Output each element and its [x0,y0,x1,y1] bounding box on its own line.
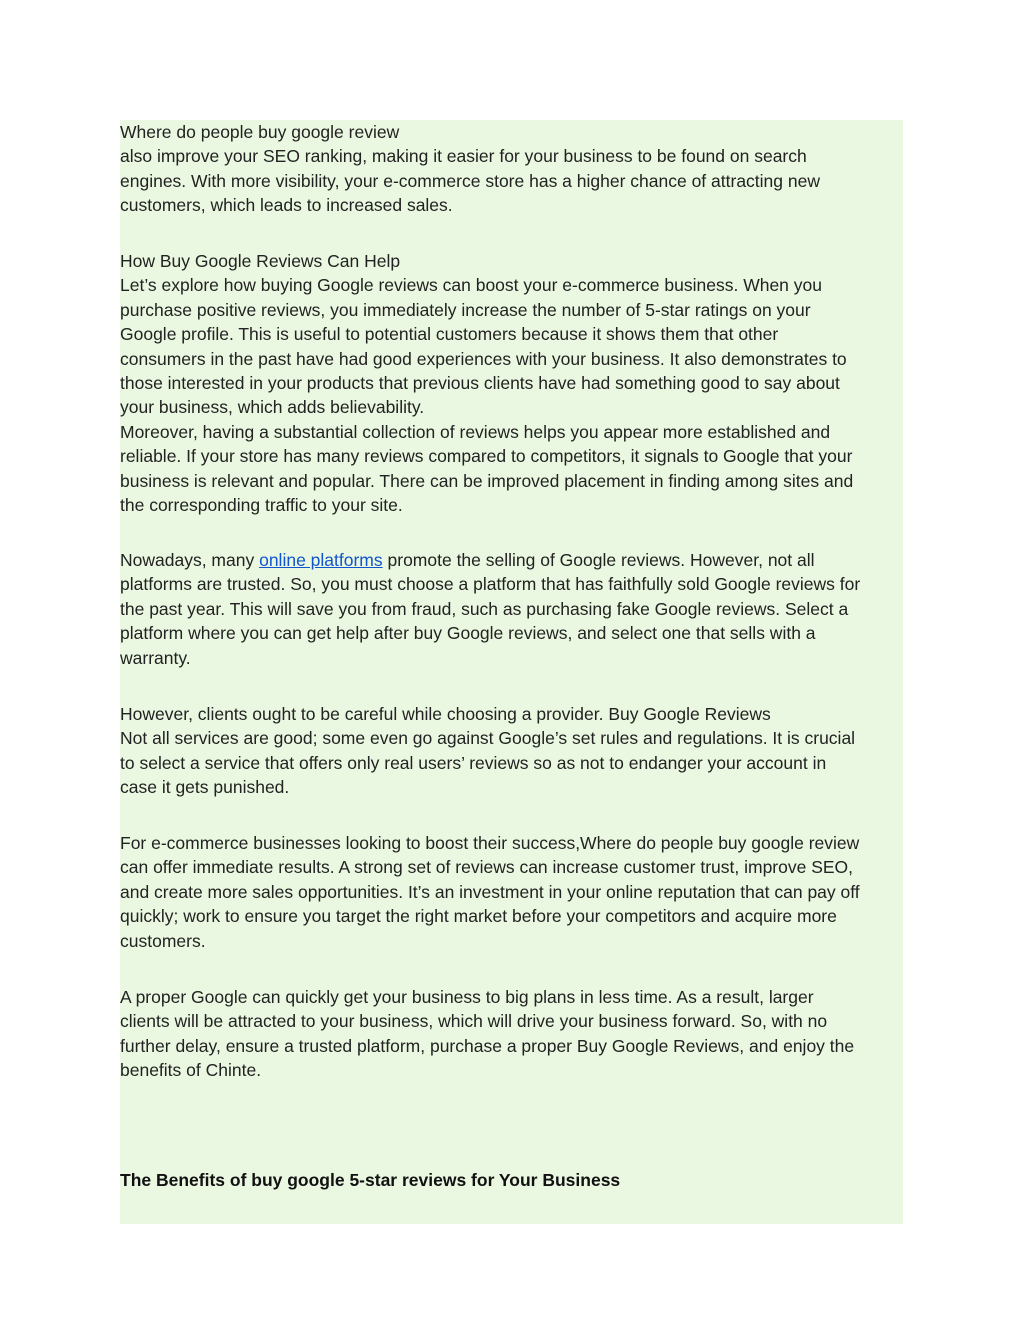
text-line: also improve your SEO ranking, making it easier for your business to be found on search [120,146,807,167]
text-line: the corresponding traffic to your site. [120,495,403,516]
text-line [120,548,903,572]
text-line: For e-commerce businesses looking to boost their success,Where do people buy google review [120,833,860,853]
highlighted-content-block [120,120,903,1224]
text-line: Where do people buy google review [120,122,400,142]
text-line: Google profile. This is useful to potential customers because it shows them that other [120,324,779,345]
paragraph-proper-google [120,985,903,1083]
text-line: and create more sales opportunities. It’s an investment in your online reputation that can pay off [120,881,860,902]
text-fragment: Nowadays, many [120,550,260,570]
text-line: Not all services are good; some even go against Google’s set rules and regulations. It is crucial [120,728,856,749]
text-line: reliable. If your store has many reviews compared to competitors, it signals to Google that your [120,446,853,467]
text-line: Moreover, having a substantial collection of reviews helps you appear more established and [120,421,831,442]
text-line: to select a service that offers only real users’ reviews so as not to endanger your account in [120,752,827,773]
text-line: those interested in your products that previous clients have had something good to say about [120,373,840,394]
text-line: purchase positive reviews, you immediately increase the number of 5-star ratings on your [120,299,811,320]
text-line: How Buy Google Reviews Can Help [120,251,401,271]
text-fragment: promote the selling of Google reviews. However, not all [382,550,815,570]
text-line: your business, which adds believability. [120,397,425,418]
text-line: platform where you can get help after buy Google reviews, and select one that sells with a [120,623,816,644]
paragraph-choose-provider [120,702,903,800]
text-line: further delay, ensure a trusted platform, purchase a proper Buy Google Reviews, and enjoy the [120,1035,855,1056]
paragraph-online-platforms [120,548,903,670]
text-line: clients will be attracted to your business, which will drive your business forward. So, with no [120,1011,828,1032]
text-line: quickly; work to ensure you target the right market before your competitors and acquire more [120,906,837,927]
text-line: customers, which leads to increased sales. [120,195,453,216]
text-line: customers. [120,930,206,951]
text-line: business is relevant and popular. There can be improved placement in finding among sites and [120,470,854,491]
text-line: benefits of Chinte. [120,1060,262,1081]
paragraph-seo-intro [120,120,903,218]
text-line: case it gets punished. [120,777,290,798]
text-line: A proper Google can quickly get your business to big plans in less time. As a result, larger [120,987,814,1007]
online-platforms-link[interactable]: online platforms [259,550,383,570]
text-line: consumers in the past have had good experiences with your business. It also demonstrates to [120,348,847,369]
text-line: can offer immediate results. A strong set of reviews can increase customer trust, improve SEO, [120,857,854,878]
paragraph-how-reviews-help [120,249,903,517]
text-line: warranty. [120,647,191,668]
text-line: the past year. This will save you from fraud, such as purchasing fake Google reviews. Select a [120,598,849,619]
paragraph-ecommerce-success [120,831,903,953]
text-line: Let’s explore how buying Google reviews can boost your e-commerce business. When you [120,275,822,296]
text-line: platforms are trusted. So, you must choose a platform that has faithfully sold Google reviews for [120,574,861,595]
text-line: However, clients ought to be careful while choosing a provider. Buy Google Reviews [120,704,771,724]
text-line: engines. With more visibility, your e-commerce store has a higher chance of attracting new [120,170,820,191]
section-heading: The Benefits of buy google 5-star reviews for Your Business [120,1170,621,1190]
